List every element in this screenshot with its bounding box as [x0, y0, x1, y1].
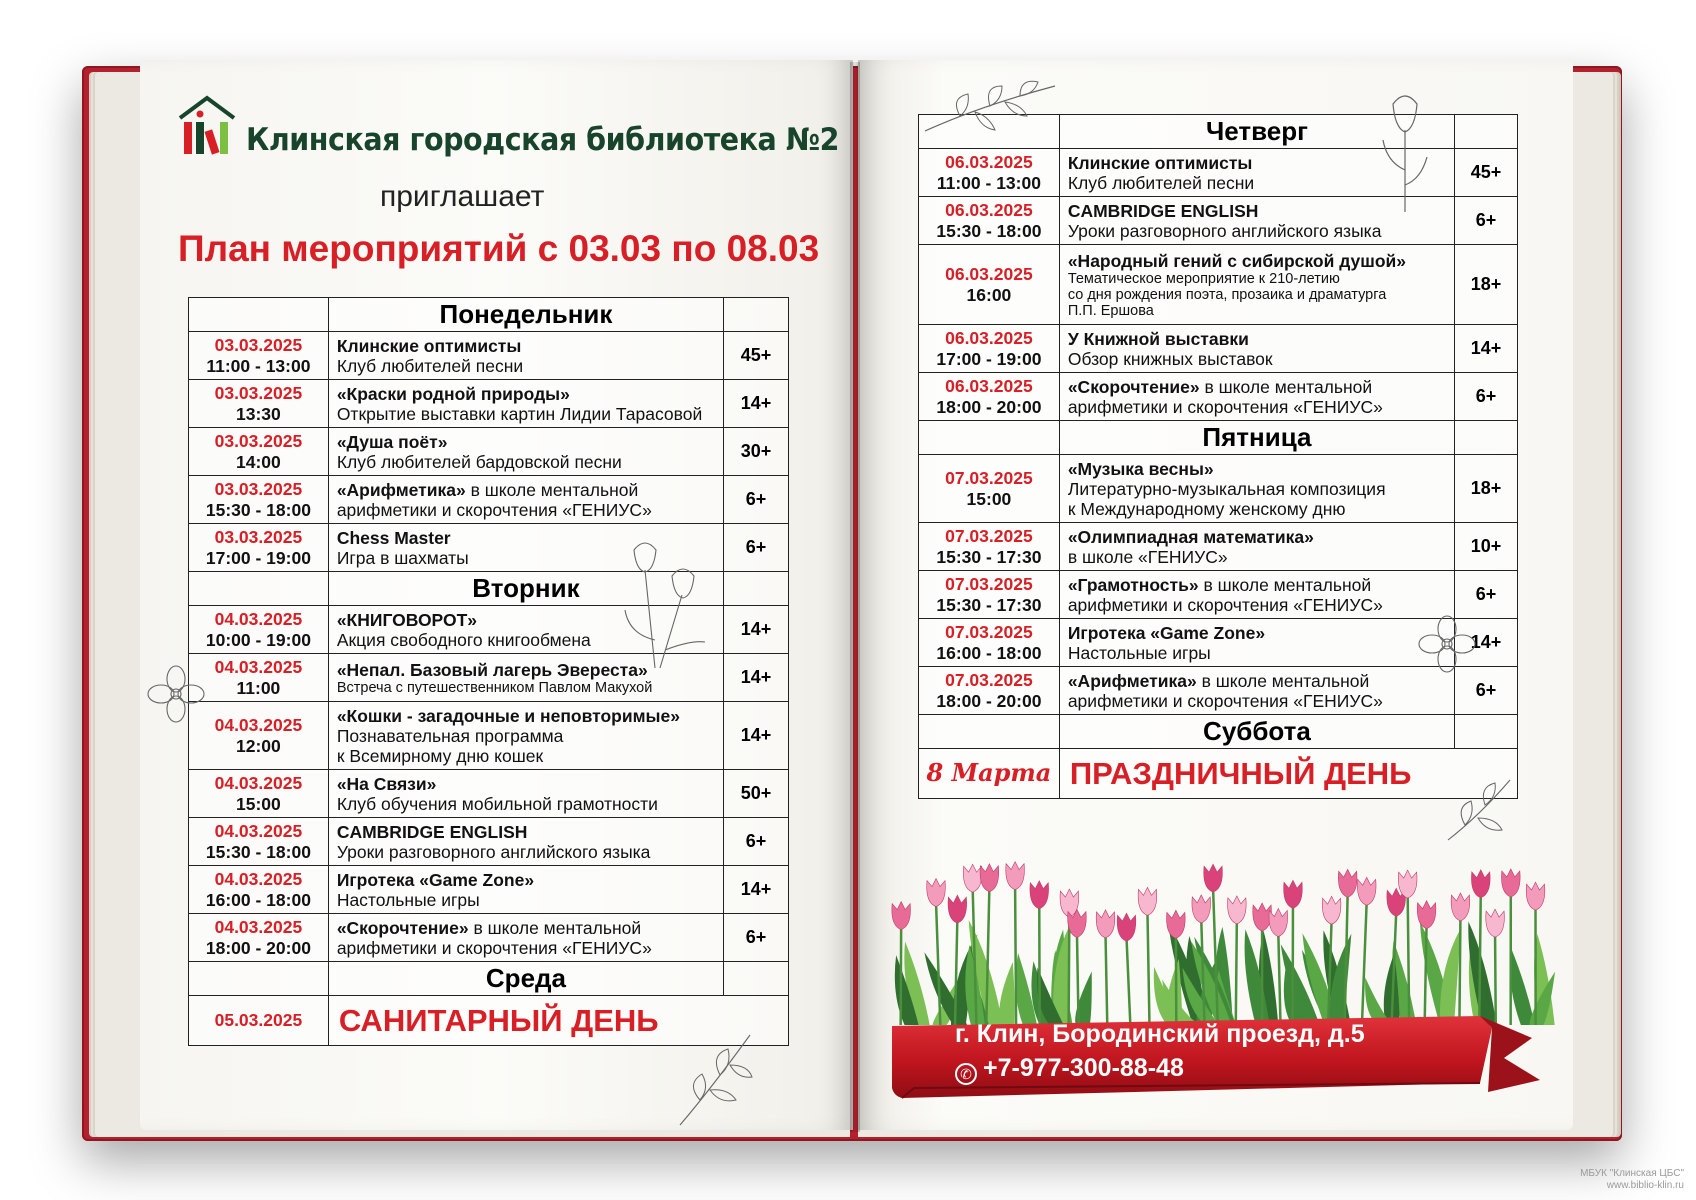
event-title: «Музыка весны» — [1067, 458, 1214, 479]
event-title: CAMBRIDGE ENGLISH — [336, 821, 528, 842]
event-time: 18:00 - 20:00 — [936, 690, 1042, 711]
age-rating: 6+ — [1455, 571, 1518, 619]
event-time: 17:00 - 19:00 — [936, 348, 1042, 369]
event-date: 04.03.2025 — [214, 714, 303, 735]
event-date: 06.03.2025 — [945, 327, 1033, 348]
event-title: «Олимпиадная математика» — [1067, 526, 1314, 547]
event-subtitle: Уроки разговорного английского языка — [1067, 220, 1382, 241]
event-subtitle: в школе «ГЕНИУС» — [1067, 546, 1228, 567]
event-time: 16:00 — [966, 284, 1012, 305]
event-subtitle: арифметики и скорочтения «ГЕНИУС» — [336, 499, 652, 520]
tulip-flower — [1204, 864, 1223, 892]
age-rating: 6+ — [724, 476, 789, 524]
event-date: 03.03.2025 — [214, 430, 303, 451]
library-logo-icon — [176, 92, 238, 160]
event-title-line — [337, 384, 715, 404]
age-rating: 6+ — [1455, 667, 1518, 715]
tulip-flower — [927, 879, 946, 907]
age-rating: 14+ — [724, 702, 789, 770]
event-subtitle: арифметики и скорочтения «ГЕНИУС» — [1067, 396, 1383, 417]
book-spine — [850, 62, 860, 1132]
event-title: «Арифметика» — [1067, 670, 1197, 691]
address-text: г. Клин, Бородинский проезд, д.5 — [955, 1020, 1365, 1048]
event-description — [1059, 667, 1454, 715]
event-subtitle: Клуб обучения мобильной грамотности — [336, 793, 658, 814]
event-title-line — [337, 870, 715, 890]
event-description — [1059, 245, 1454, 325]
event-title: Игротека «Game Zone» — [336, 869, 535, 890]
event-date: 04.03.2025 — [214, 608, 303, 629]
age-rating: 18+ — [1455, 455, 1518, 523]
day-header-row — [919, 421, 1518, 455]
special-day-row — [919, 749, 1518, 799]
tulip-flower — [1192, 895, 1211, 923]
age-rating: 6+ — [1455, 373, 1518, 421]
age-rating: 6+ — [1455, 197, 1518, 245]
tulip-flower — [1228, 896, 1247, 924]
age-rating: 14+ — [724, 866, 789, 914]
tulip-flower — [1357, 877, 1376, 905]
event-description — [328, 428, 723, 476]
day-header-row — [919, 715, 1518, 749]
event-title: «На Связи» — [336, 773, 437, 794]
event-title-suffix: в школе ментальной — [468, 917, 642, 938]
tulip-flower — [1253, 903, 1272, 931]
event-title-suffix: в школе ментальной — [465, 479, 639, 500]
event-subtitle: Настольные игры — [336, 889, 480, 910]
tulip-stem — [936, 903, 940, 1025]
event-subtitle: к Всемирному дню кошек — [336, 745, 544, 766]
special-date — [919, 749, 1060, 799]
event-title: «Грамотность» — [1067, 574, 1199, 595]
phone-number[interactable]: +7-977-300-88-48 — [983, 1054, 1184, 1082]
event-date: 07.03.2025 — [945, 573, 1033, 594]
tulip-flower — [1030, 881, 1049, 909]
event-subtitle: Литературно-музыкальная композиция — [1067, 478, 1386, 499]
event-time: 16:00 - 18:00 — [936, 642, 1042, 663]
event-title: «Народный гений с сибирской душой» — [1067, 250, 1407, 271]
event-date: 03.03.2025 — [214, 526, 303, 547]
event-subtitle: Клуб любителей бардовской песни — [336, 451, 622, 472]
event-title-line — [337, 774, 715, 794]
age-rating: 14+ — [1455, 619, 1518, 667]
tulip-flower — [1471, 870, 1490, 898]
event-time: 12:00 — [236, 735, 281, 756]
event-description — [328, 380, 723, 428]
branch-sketch-icon — [920, 76, 1060, 136]
event-datetime — [189, 332, 329, 380]
day-header-blank — [189, 962, 329, 996]
event-time: 15:30 - 18:00 — [205, 499, 311, 520]
event-subtitle: Клуб любителей песни — [336, 355, 524, 376]
tulip-flower — [948, 895, 967, 923]
event-time: 15:30 - 17:30 — [936, 594, 1042, 615]
day-name: Суббота — [1059, 715, 1454, 749]
event-row — [189, 476, 789, 524]
event-date: 07.03.2025 — [945, 669, 1033, 690]
schedule-table-right — [918, 114, 1518, 799]
event-title-line — [337, 918, 715, 938]
invites-text: приглашает — [380, 180, 545, 213]
leaf-sketch-icon — [670, 1030, 760, 1130]
event-title-line — [337, 706, 715, 726]
event-row — [919, 455, 1518, 523]
event-datetime — [919, 523, 1060, 571]
event-date: 06.03.2025 — [945, 263, 1033, 284]
age-rating: 45+ — [724, 332, 789, 380]
tulip-stem — [1362, 901, 1367, 1025]
event-row — [189, 702, 789, 770]
footer-org: МБУК "Клинская ЦБС" — [1580, 1168, 1684, 1179]
leaf-sketch-icon-right — [1440, 770, 1515, 845]
event-subtitle: П.П. Ершова — [1067, 302, 1154, 319]
event-date: 06.03.2025 — [945, 199, 1033, 220]
tulip-flower — [1117, 913, 1136, 941]
event-date: 07.03.2025 — [945, 621, 1033, 642]
day-header-blank — [189, 298, 329, 332]
tulip-flower — [1398, 870, 1417, 898]
age-rating: 18+ — [1455, 245, 1518, 325]
day-header-blank — [1455, 715, 1518, 749]
event-date: 04.03.2025 — [214, 868, 303, 889]
event-date: 06.03.2025 — [945, 375, 1033, 396]
event-title: «Скорочтение» — [1067, 376, 1200, 397]
event-datetime — [189, 770, 329, 818]
tulip-bouquet-image — [890, 850, 1560, 1025]
event-title-line — [1068, 329, 1446, 349]
day-header-row — [189, 962, 789, 996]
event-title-line — [1068, 575, 1446, 595]
event-row — [919, 325, 1518, 373]
event-subtitle: арифметики и скорочтения «ГЕНИУС» — [336, 937, 652, 958]
event-row — [919, 245, 1518, 325]
event-row — [189, 914, 789, 962]
event-datetime — [189, 654, 329, 702]
event-date: 04.03.2025 — [214, 820, 303, 841]
footer-site[interactable]: www.biblio-klin.ru — [1606, 1180, 1684, 1191]
age-rating: 45+ — [1455, 149, 1518, 197]
tulip-flower — [1501, 869, 1520, 897]
event-row — [919, 373, 1518, 421]
event-date: 07.03.2025 — [945, 467, 1033, 488]
event-datetime — [919, 197, 1060, 245]
day-name: Пятница — [1059, 421, 1454, 455]
event-title-line — [1068, 377, 1446, 397]
event-time: 15:00 — [966, 488, 1012, 509]
event-subtitle: Обзор книжных выставок — [1067, 348, 1273, 369]
tulip-flower — [963, 864, 982, 892]
event-description — [1059, 619, 1454, 667]
event-title-suffix: в школе ментальной — [1196, 670, 1370, 691]
event-time: 18:00 - 20:00 — [205, 937, 311, 958]
event-title-line — [1068, 671, 1446, 691]
special-date-text: 05.03.2025 — [214, 1010, 303, 1030]
day-header-blank — [1455, 115, 1518, 149]
event-subtitle: Игра в шахматы — [336, 547, 469, 568]
event-datetime — [919, 245, 1060, 325]
event-row — [189, 380, 789, 428]
event-subtitle: к Международному женскому дню — [1067, 498, 1346, 519]
event-description — [1059, 373, 1454, 421]
event-title-line — [1068, 623, 1446, 643]
special-day-text: САНИТАРНЫЙ ДЕНЬ — [328, 996, 788, 1046]
event-time: 10:00 - 19:00 — [205, 629, 311, 650]
event-row — [919, 667, 1518, 715]
event-subtitle: Акция свободного книгообмена — [336, 629, 591, 650]
tulip-flower — [1096, 910, 1115, 938]
event-datetime — [919, 455, 1060, 523]
event-subtitle: Уроки разговорного английского языка — [336, 841, 651, 862]
event-subtitle: Тематическое мероприятие к 210-летию — [1067, 270, 1340, 287]
event-description — [1059, 523, 1454, 571]
event-description — [328, 914, 723, 962]
age-rating: 14+ — [724, 606, 789, 654]
age-rating: 14+ — [724, 380, 789, 428]
event-time: 15:30 - 17:30 — [936, 546, 1042, 567]
event-description — [1059, 455, 1454, 523]
tulips-sketch-icon — [620, 540, 710, 670]
day-name: Вторник — [328, 572, 723, 606]
event-datetime — [919, 667, 1060, 715]
event-row — [919, 571, 1518, 619]
tulip-stem — [1015, 886, 1016, 1025]
day-header-blank — [919, 421, 1060, 455]
event-title: «Краски родной природы» — [336, 383, 570, 404]
event-title: «Душа поёт» — [336, 431, 448, 452]
event-title: «Скорочтение» — [336, 917, 469, 938]
event-title-line — [337, 336, 715, 356]
event-row — [189, 770, 789, 818]
event-row — [189, 428, 789, 476]
event-time: 17:00 - 19:00 — [205, 547, 311, 568]
phone-line — [955, 1054, 1184, 1085]
event-datetime — [189, 866, 329, 914]
event-datetime — [919, 325, 1060, 373]
day-name: Среда — [328, 962, 723, 996]
event-description — [328, 702, 723, 770]
special-day-text: ПРАЗДНИЧНЫЙ ДЕНЬ — [1059, 749, 1517, 799]
event-time: 13:30 — [236, 403, 281, 424]
footer — [1580, 1168, 1684, 1192]
event-title: Клинские оптимисты — [1067, 152, 1253, 173]
event-title: Игротека «Game Zone» — [1067, 622, 1266, 643]
tulip-stem — [1345, 893, 1348, 1025]
event-description — [328, 866, 723, 914]
event-title-suffix: в школе ментальной — [1199, 376, 1373, 397]
event-datetime — [919, 149, 1060, 197]
tulip-flower — [1451, 893, 1470, 921]
day-header-blank — [724, 298, 789, 332]
event-description — [328, 818, 723, 866]
event-datetime — [189, 818, 329, 866]
event-title-line — [1068, 527, 1446, 547]
event-title: Chess Master — [336, 527, 451, 548]
event-time: 14:00 — [236, 451, 281, 472]
event-date: 03.03.2025 — [214, 382, 303, 403]
event-title-suffix: в школе ментальной — [1198, 574, 1372, 595]
day-name: Понедельник — [328, 298, 723, 332]
event-date: 04.03.2025 — [214, 656, 303, 677]
event-description — [1059, 571, 1454, 619]
tulip-flower — [1322, 896, 1341, 924]
day-header-row — [189, 298, 789, 332]
age-rating: 14+ — [724, 654, 789, 702]
event-datetime — [189, 428, 329, 476]
event-title: У Книжной выставки — [1067, 328, 1249, 349]
event-time: 18:00 - 20:00 — [936, 396, 1042, 417]
event-subtitle: со дня рождения поэта, прозаика и драматурга — [1067, 286, 1387, 303]
event-subtitle: Настольные игры — [1067, 642, 1211, 663]
tulip-flower — [1138, 887, 1157, 915]
age-rating: 30+ — [724, 428, 789, 476]
library-name: Клинская городская библиотека №2 — [246, 122, 840, 158]
event-row — [189, 818, 789, 866]
day-name: Четверг — [1059, 115, 1454, 149]
event-datetime — [189, 914, 329, 962]
event-row — [189, 866, 789, 914]
event-datetime — [919, 619, 1060, 667]
event-subtitle: Клуб любителей песни — [1067, 172, 1255, 193]
event-description — [328, 332, 723, 380]
flower-sketch-icon-right — [1418, 615, 1476, 673]
event-title: «Арифметика» — [336, 479, 466, 500]
event-title: «Кошки - загадочные и неповторимые» — [336, 705, 680, 726]
event-datetime — [189, 524, 329, 572]
event-datetime — [919, 571, 1060, 619]
event-datetime — [189, 606, 329, 654]
flower-sketch-icon — [147, 665, 205, 723]
event-time: 11:00 - 13:00 — [206, 355, 311, 376]
event-time: 15:30 - 18:00 — [205, 841, 311, 862]
event-date: 03.03.2025 — [214, 334, 303, 355]
tulip-flower — [1486, 909, 1505, 937]
tulip-flower — [1284, 880, 1303, 908]
day-header-blank — [1455, 421, 1518, 455]
event-subtitle: арифметики и скорочтения «ГЕНИУС» — [1067, 594, 1383, 615]
day-header-blank — [919, 715, 1060, 749]
event-title-line — [1068, 459, 1446, 479]
event-title: Клинские оптимисты — [336, 335, 522, 356]
event-title-line — [337, 822, 715, 842]
event-title: CAMBRIDGE ENGLISH — [1067, 200, 1259, 221]
event-datetime — [919, 373, 1060, 421]
schedule-table-left — [188, 297, 789, 1046]
event-subtitle: арифметики и скорочтения «ГЕНИУС» — [1067, 690, 1383, 711]
event-date: 06.03.2025 — [945, 151, 1033, 172]
tulip-stem — [1408, 894, 1410, 1025]
day-header-blank — [724, 962, 789, 996]
age-rating: 50+ — [724, 770, 789, 818]
march-8-badge: 8 Марта — [926, 757, 1052, 787]
event-datetime — [189, 476, 329, 524]
event-datetime — [189, 702, 329, 770]
tulip-flower — [1006, 862, 1025, 890]
event-time: 15:00 — [236, 793, 281, 814]
event-time: 11:00 - 13:00 — [936, 172, 1041, 193]
tulip-stem — [1479, 894, 1481, 1025]
event-title-line — [337, 480, 715, 500]
age-rating: 10+ — [1455, 523, 1518, 571]
age-rating: 6+ — [724, 914, 789, 962]
event-date: 07.03.2025 — [945, 525, 1033, 546]
event-time: 11:00 — [236, 677, 281, 698]
event-row — [189, 332, 789, 380]
tulip-flower — [1338, 869, 1357, 897]
age-rating: 6+ — [724, 524, 789, 572]
event-subtitle: Встреча с путешественником Павлом Макухой — [336, 679, 653, 696]
event-title: «КНИГОВОРОТ» — [336, 609, 478, 630]
event-row — [919, 523, 1518, 571]
event-time: 15:30 - 18:00 — [936, 220, 1042, 241]
event-description — [1059, 325, 1454, 373]
event-description — [328, 476, 723, 524]
tulip-sketch-icon — [1375, 90, 1435, 215]
event-title-line — [1068, 251, 1446, 271]
plan-title: План мероприятий с 03.03 по 08.03 — [178, 228, 820, 269]
event-time: 16:00 - 18:00 — [205, 889, 311, 910]
event-date: 04.03.2025 — [214, 772, 303, 793]
event-title-line — [337, 432, 715, 452]
tulip-flower — [1269, 909, 1288, 937]
tulip-flower — [1526, 882, 1545, 910]
age-rating: 6+ — [724, 818, 789, 866]
day-header-blank — [189, 572, 329, 606]
event-date: 03.03.2025 — [214, 478, 303, 499]
tulip-flower — [980, 864, 999, 892]
event-description — [328, 770, 723, 818]
tulip-flower — [892, 902, 911, 930]
age-rating: 14+ — [1455, 325, 1518, 373]
day-header-blank — [724, 572, 789, 606]
event-datetime — [189, 380, 329, 428]
event-subtitle: Открытие выставки картин Лидии Тарасовой — [336, 403, 703, 424]
event-date: 04.03.2025 — [214, 916, 303, 937]
tulip-flower — [1417, 901, 1436, 929]
event-subtitle: Познавательная программа — [336, 725, 564, 746]
event-title: «Непал. Базовый лагерь Эвереста» — [336, 659, 648, 680]
tulip-flower — [1167, 910, 1186, 938]
phone-icon: ✆ — [955, 1063, 977, 1085]
special-date — [189, 996, 329, 1046]
